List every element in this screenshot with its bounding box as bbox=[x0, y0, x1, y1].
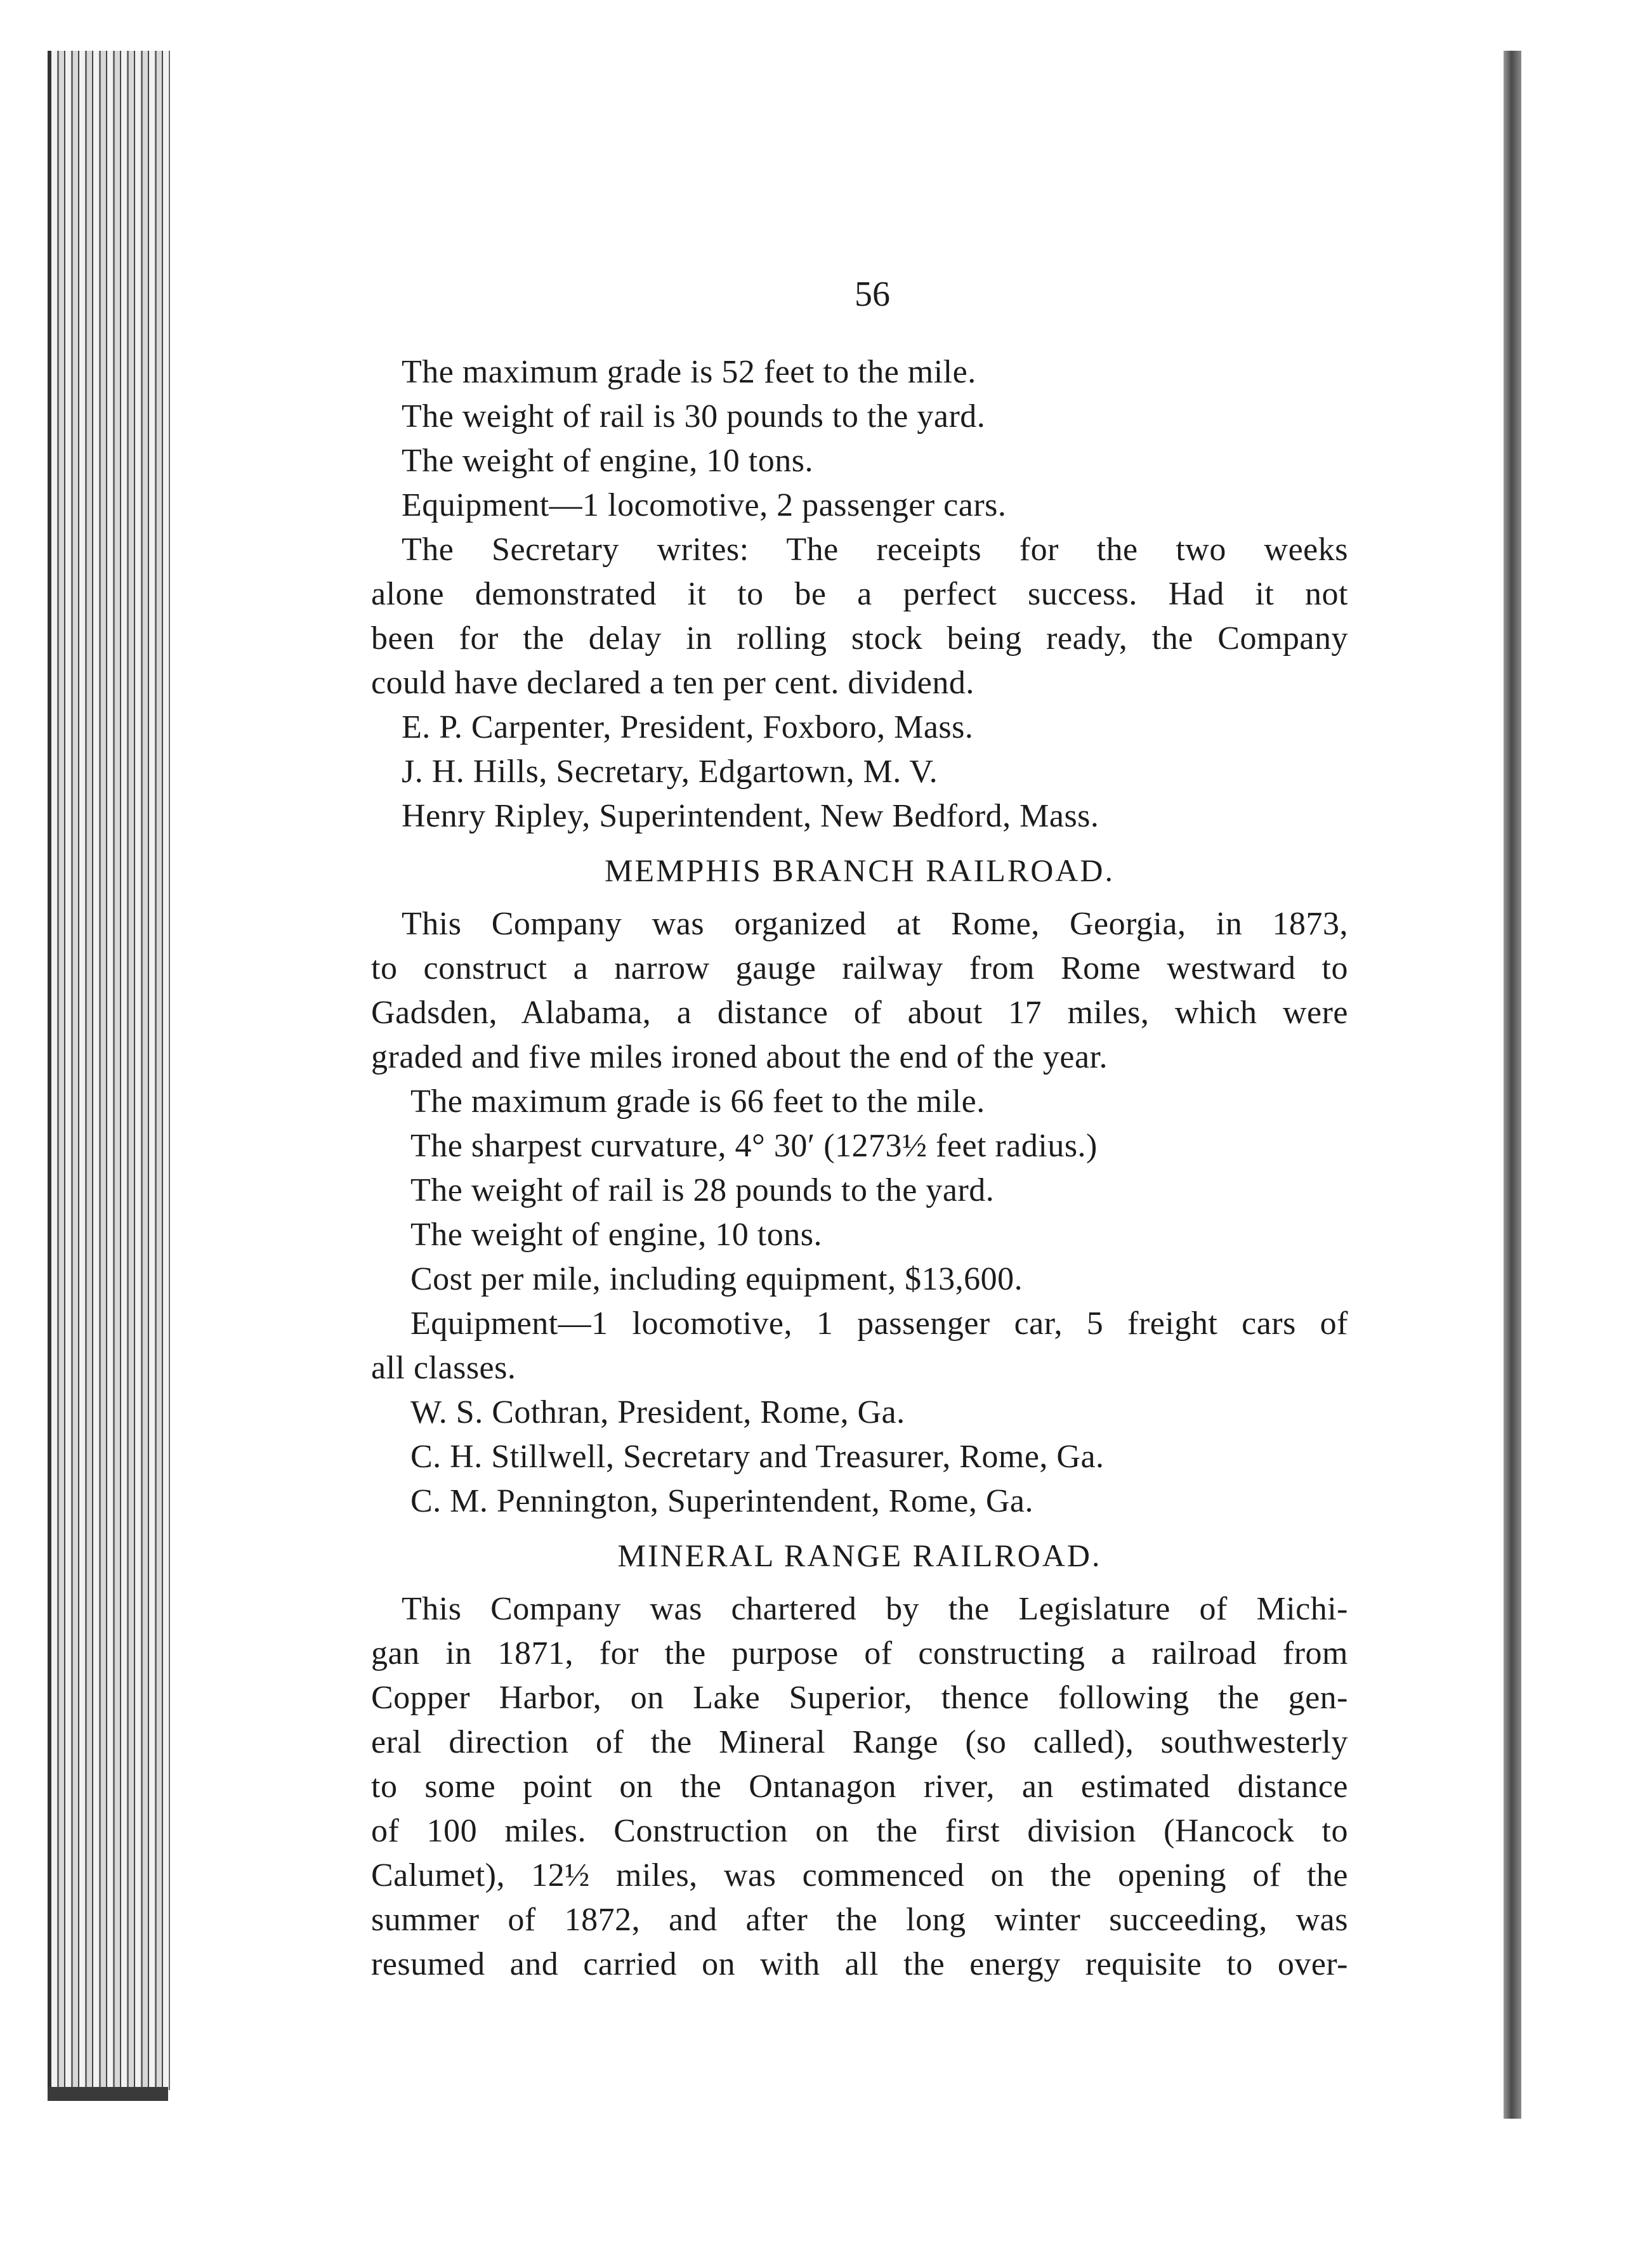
memphis-paragraph-line: Gadsden, Alabama, a distance of about 17 miles, which were bbox=[371, 995, 1348, 1031]
mineral-paragraph-line: gan in 1871, for the purpose of constructing a railroad from bbox=[371, 1635, 1348, 1671]
mineral-paragraph-line: eral direction of the Mineral Range (so called), southwesterly bbox=[371, 1724, 1348, 1760]
mineral-paragraph-line: Calumet), 12½ miles, was commenced on the opening of the bbox=[371, 1857, 1348, 1893]
book-right-edge bbox=[1504, 51, 1521, 2119]
page-text bbox=[371, 350, 1348, 1987]
mineral-paragraph-line: summer of 1872, and after the long winter succeeding, was bbox=[371, 1902, 1348, 1938]
mineral-paragraph-line: to some point on the Ontanagon river, an estimated distance bbox=[371, 1769, 1348, 1805]
mineral-paragraph-line: resumed and carried on with all the energy requisite to over- bbox=[371, 1946, 1348, 1982]
intro-line: The weight of rail is 30 pounds to the yard. bbox=[402, 398, 986, 435]
officer-line: C. H. Stillwell, Secretary and Treasurer, Rome, Ga. bbox=[410, 1439, 1105, 1475]
memphis-paragraph-line: This Company was organized at Rome, Georgia, in 1873, bbox=[402, 906, 1348, 942]
secretary-paragraph-line: been for the delay in rolling stock being ready, the Company bbox=[371, 620, 1348, 657]
secretary-paragraph-line: alone demonstrated it to be a perfect success. Had it not bbox=[371, 576, 1348, 612]
mineral-paragraph-line: Copper Harbor, on Lake Superior, thence following the gen- bbox=[371, 1680, 1348, 1716]
officer-line: E. P. Carpenter, President, Foxboro, Mass. bbox=[402, 709, 974, 745]
secretary-paragraph-line: could have declared a ten per cent. dividend. bbox=[371, 665, 974, 701]
memphis-fact-line: The sharpest curvature, 4° 30′ (1273½ feet radius.) bbox=[410, 1128, 1098, 1164]
mineral-paragraph-line: This Company was chartered by the Legislature of Michi- bbox=[402, 1591, 1348, 1627]
officer-line: J. H. Hills, Secretary, Edgartown, M. V. bbox=[402, 754, 938, 790]
memphis-equipment-line: Equipment—1 locomotive, 1 passenger car, 5 freight cars of bbox=[410, 1305, 1348, 1342]
memphis-fact-line: The weight of rail is 28 pounds to the yard. bbox=[410, 1172, 995, 1208]
intro-line: The maximum grade is 52 feet to the mile. bbox=[402, 354, 976, 390]
memphis-fact-line: Cost per mile, including equipment, $13,600. bbox=[410, 1261, 1023, 1297]
mineral-paragraph-line: of 100 miles. Construction on the first division (Hancock to bbox=[371, 1813, 1348, 1849]
book-page-edges bbox=[48, 51, 172, 2090]
section-heading: MEMPHIS BRANCH RAILROAD. bbox=[604, 853, 1115, 888]
memphis-paragraph-line: graded and five miles ironed about the end of the year. bbox=[371, 1039, 1108, 1075]
officer-line: W. S. Cothran, President, Rome, Ga. bbox=[410, 1394, 905, 1430]
intro-line: Equipment—1 locomotive, 2 passenger cars. bbox=[402, 487, 1007, 523]
book-page-edges-bottom bbox=[48, 2087, 168, 2101]
intro-line: The weight of engine, 10 tons. bbox=[402, 443, 813, 479]
section-heading: MINERAL RANGE RAILROAD. bbox=[617, 1538, 1102, 1573]
secretary-paragraph-line: The Secretary writes: The receipts for the two weeks bbox=[402, 532, 1348, 568]
officer-line: Henry Ripley, Superintendent, New Bedford, Mass. bbox=[402, 798, 1099, 834]
scan-background bbox=[1521, 0, 1652, 2243]
memphis-fact-line: The maximum grade is 66 feet to the mile. bbox=[410, 1083, 985, 1120]
memphis-equipment-line: all classes. bbox=[371, 1350, 516, 1386]
memphis-fact-line: The weight of engine, 10 tons. bbox=[410, 1217, 822, 1253]
memphis-paragraph-line: to construct a narrow gauge railway from Rome westward to bbox=[371, 950, 1348, 986]
officer-line: C. M. Pennington, Superintendent, Rome, Ga. bbox=[410, 1483, 1033, 1519]
page-number: 56 bbox=[855, 275, 890, 314]
